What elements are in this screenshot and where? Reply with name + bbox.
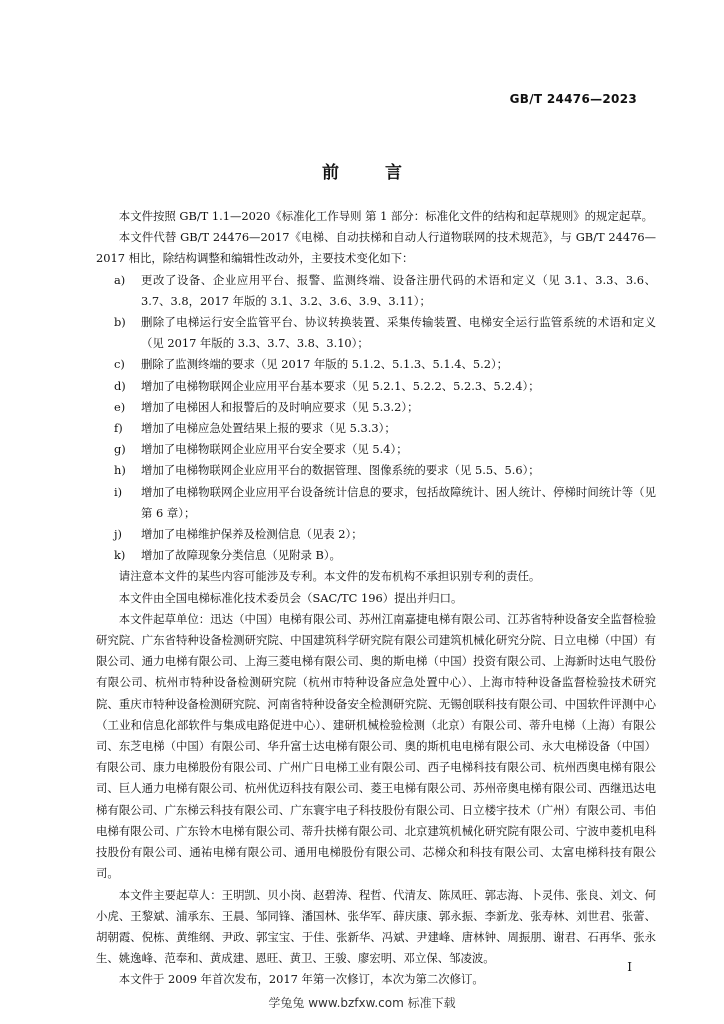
- list-marker: i): [114, 484, 123, 499]
- list-text: 增加了电梯应急处置结果上报的要求（见 5.3.3）；: [141, 421, 396, 436]
- list-marker: d): [114, 378, 126, 393]
- standard-code: GB/T 24476—2023: [509, 92, 637, 106]
- document-body: [96, 206, 656, 991]
- change-list: [96, 270, 656, 567]
- page-title: 前 言: [322, 163, 422, 183]
- list-marker: g): [114, 442, 126, 457]
- list-text: 删除了电梯运行安全监管平台、协议转换装置、采集传输装置、电梯安全运行监管系统的术语和定义（见 2017 年版的 3.3、3.7、3.8、3.10）；: [141, 315, 656, 351]
- list-marker: h): [114, 463, 126, 478]
- list-text: 增加了故障现象分类信息（见附录 B）。: [141, 548, 341, 563]
- list-item: [96, 482, 656, 524]
- list-text: 删除了监测终端的要求（见 2017 年版的 5.1.2、5.1.3、5.1.4、5.2）；: [141, 357, 509, 372]
- intro-paragraph: 本文件代替 GB/T 24476—2017《电梯、自动扶梯和自动人行道物联网的技术规范》，与 GB/T 24476—2017 相比，除结构调整和编辑性改动外，主要技术变化如下：: [96, 230, 656, 266]
- list-marker: j): [114, 527, 122, 542]
- list-marker: e): [114, 399, 126, 414]
- list-item: [96, 460, 656, 481]
- list-marker: f): [114, 421, 123, 436]
- list-item: [96, 397, 656, 418]
- list-item: [96, 418, 656, 439]
- list-text: 增加了电梯物联网企业应用平台安全要求（见 5.4）；: [141, 442, 408, 457]
- list-marker: b): [114, 315, 126, 330]
- history-paragraph: 本文件于 2009 年首次发布，2017 年第一次修订，本次为第二次修订。: [118, 972, 484, 987]
- list-text: 增加了电梯物联网企业应用平台基本要求（见 5.2.1、5.2.2、5.2.3、5.2.4）；: [141, 378, 540, 393]
- committee-paragraph: 本文件由全国电梯标准化技术委员会（SAC/TC 196）提出并归口。: [118, 590, 463, 605]
- list-text: 增加了电梯物联网企业应用平台的数据管理、图像系统的要求（见 5.5、5.6）；: [141, 463, 540, 478]
- list-item: [96, 376, 656, 397]
- list-item: [96, 354, 656, 375]
- list-item: [96, 524, 656, 545]
- patent-notice: 请注意本文件的某些内容可能涉及专利。本文件的发布机构不承担识别专利的责任。: [118, 569, 541, 584]
- list-marker: a): [114, 272, 126, 287]
- list-item: [96, 545, 656, 566]
- list-text: 增加了电梯困人和报警后的及时响应要求（见 5.3.2）；: [141, 399, 419, 414]
- list-marker: c): [114, 357, 125, 372]
- list-item: [96, 312, 656, 354]
- list-text: 更改了设备、企业应用平台、报警、监测终端、设备注册代码的术语和定义（见 3.1、3.3、3.6、3.7、3.8，2017 年版的 3.1、3.2、3.6、3.9、3.11）；: [141, 272, 656, 308]
- page-number: I: [627, 960, 632, 974]
- drafters-paragraph: 本文件主要起草人：王明凯、贝小岗、赵碧涛、程哲、代清友、陈凤旺、郭志海、卜灵伟、张良、刘文、何小虎、王黎斌、浦承东、王晨、邹同锋、潘国林、张华军、薛庆康、郭永振、李新龙、张寿林、刘世君、张蕾、胡朝霞、倪栋、黄维纲、尹政、郭宝宝、于佳、张新华、冯斌、尹建峰、唐林钟、周振朋、谢君、石再华、张永生、姚逸峰、范奉和、黄成建、恩旺、黄卫、王骏、廖宏明、邓立保、邹凌波。: [96, 887, 656, 966]
- list-text: 增加了电梯物联网企业应用平台设备统计信息的要求，包括故障统计、困人统计、停梯时间统计等（见第 6 章）；: [141, 484, 656, 520]
- list-marker: k): [114, 548, 126, 563]
- footer-watermark: 学兔兔 www.bzfxw.com 标准下载: [268, 996, 456, 1010]
- list-item: [96, 439, 656, 460]
- intro-paragraph: 本文件按照 GB/T 1.1—2020《标准化工作导则 第 1 部分：标准化文件的结构和起草规则》的规定起草。: [118, 209, 654, 223]
- list-item: [96, 270, 656, 312]
- list-text: 增加了电梯维护保养及检测信息（见表 2）；: [141, 527, 363, 542]
- drafting-units-paragraph: 本文件起草单位：迅达（中国）电梯有限公司、苏州江南嘉捷电梯有限公司、江苏省特种设备安全监督检验研究院、广东省特种设备检测研究院、中国建筑科学研究院有限公司建筑机械化研究分院、日立电梯（中国）有限公司、通力电梯有限公司、上海三菱电梯有限公司、奥的斯电梯（中国）投资有限公司、上海新时达电气股份有限公司、杭州市特种设备检测研究院（杭州市特种设备应急处置中心）、上海市特种设备监督检验技术研究院、重庆市特种设备检测研究院、河南省特种设备安全检测研究院、无锡创联科技有限公司、中国软件评测中心（工业和信息化部软件与集成电路促进中心）、建研机械检验检测（北京）有限公司、蒂升电梯（上海）有限公司、东芝电梯（中国）有限公司、华升富士达电梯有限公司、奥的斯机电电梯有限公司、永大电梯设备（中国）有限公司、康力电梯股份有限公司、广州广日电梯工业有限公司、西子电梯科技有限公司、杭州西奥电梯有限公司、巨人通力电梯有限公司、杭州优迈科技有限公司、菱王电梯有限公司、苏州帝奥电梯有限公司、西继迅达电梯有限公司、广东梯云科技有限公司、广东寰宇电子科技股份有限公司、日立楼宇技术（广州）有限公司、韦伯电梯有限公司、广东铃木电梯有限公司、蒂升扶梯有限公司、北京建筑机械化研究院有限公司、宁波申菱机电科技股份有限公司、通祐电梯有限公司、通用电梯股份有限公司、芯梯众和科技有限公司、太富电梯科技有限公司。: [96, 611, 656, 881]
